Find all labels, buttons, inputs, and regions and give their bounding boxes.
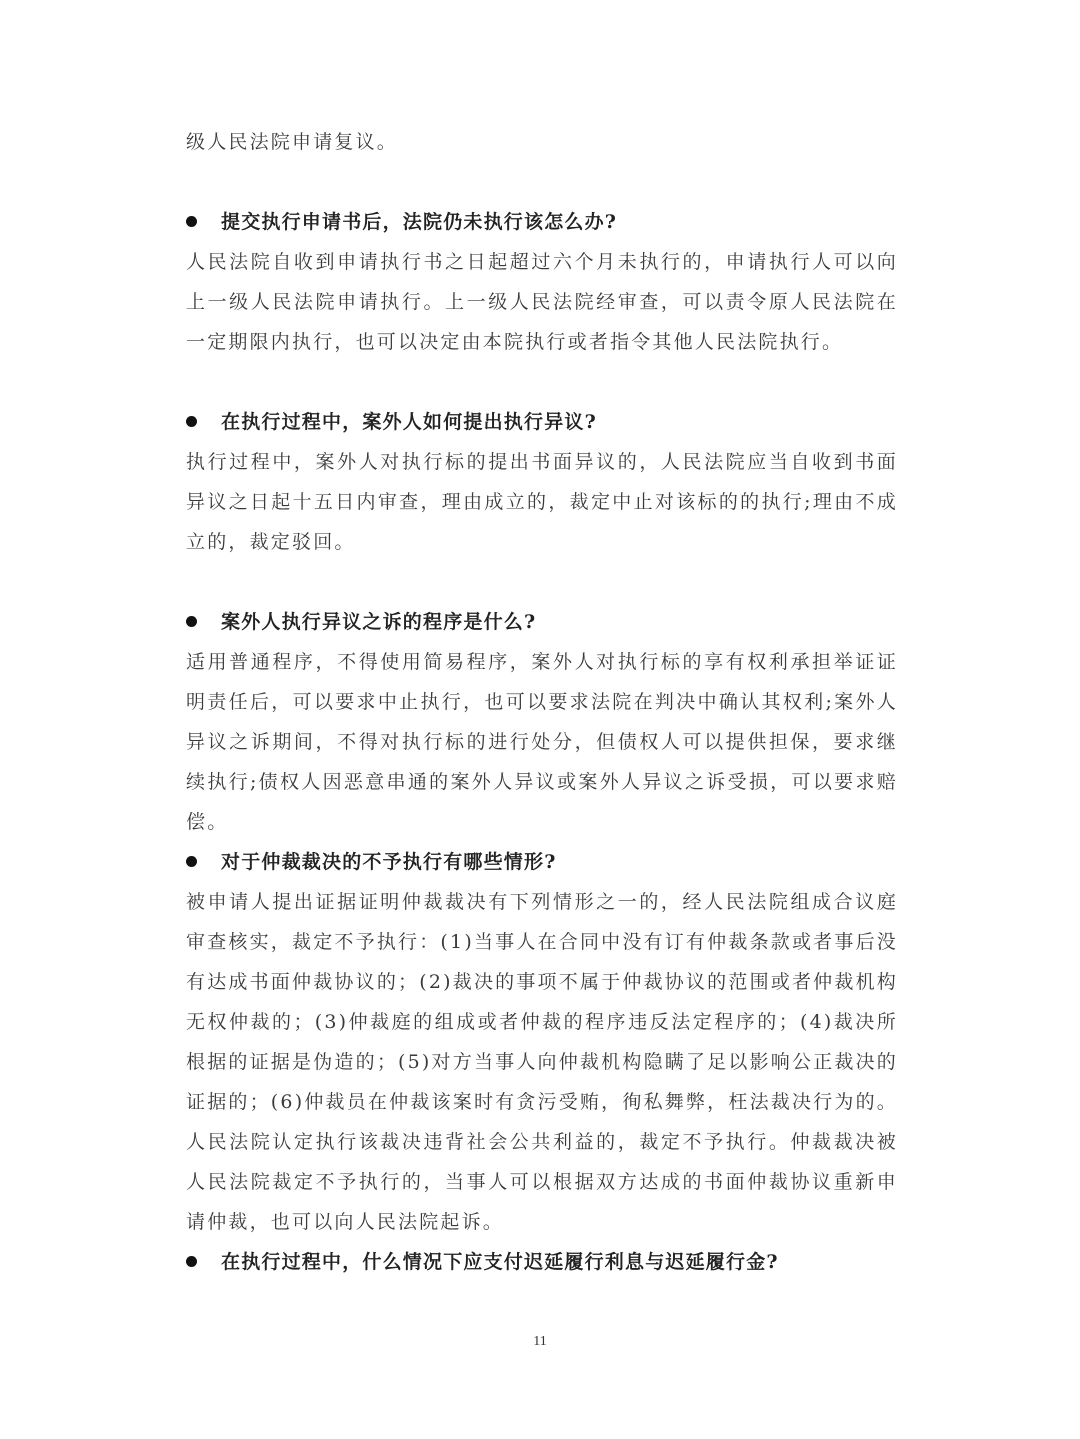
question-text: 对于仲裁裁决的不予执行有哪些情形? xyxy=(221,851,557,873)
answer-paragraph-2: 执行过程中，案外人对执行标的提出书面异议的，人民法院应当自收到书面异议之日起十五日内审查，理由成立的，裁定中止对该标的的执行;理由不成立的，裁定驳回。 xyxy=(186,451,898,553)
answer-paragraph-1: 人民法院自收到申请执行书之日起超过六个月未执行的，申请执行人可以向上一级人民法院申请执行。上一级人民法院经审查，可以责令原人民法院在一定期限内执行，也可以决定由本院执行或者指令其他人民法院执行。 xyxy=(186,251,898,353)
question-heading-2 xyxy=(186,402,898,442)
bullet-icon xyxy=(186,1256,197,1267)
question-text: 案外人执行异议之诉的程序是什么? xyxy=(221,611,537,633)
bullet-icon xyxy=(186,616,197,627)
question-heading-3 xyxy=(186,602,898,642)
answer-paragraph-3: 适用普通程序，不得使用简易程序，案外人对执行标的享有权利承担举证证明责任后，可以要求中止执行，也可以要求法院在判决中确认其权利;案外人异议之诉期间，不得对执行标的进行处分，但债权人可以提供担保，要求继续执行;债权人因恶意串通的案外人异议或案外人异议之诉受损，可以要求赔偿。 xyxy=(186,651,898,833)
question-text: 提交执行申请书后，法院仍未执行该怎么办? xyxy=(221,211,618,233)
page-number: 11 xyxy=(533,1334,547,1349)
question-text: 在执行过程中，案外人如何提出执行异议? xyxy=(221,411,597,433)
bullet-icon xyxy=(186,416,197,427)
question-heading-1 xyxy=(186,202,898,242)
continuation-paragraph: 级人民法院申请复议。 xyxy=(186,131,399,153)
question-heading-5 xyxy=(186,1242,898,1282)
answer-paragraph-4: 被申请人提出证据证明仲裁裁决有下列情形之一的，经人民法院组成合议庭审查核实，裁定不予执行：(1)当事人在合同中没有订有仲裁条款或者事后没有达成书面仲裁协议的；(2)裁决的事项不属于仲裁协议的范围或者仲裁机构无权仲裁的；(3)仲裁庭的组成或者仲裁的程序违反法定程序的；(4)裁决所根据的证据是伪造的；(5)对方当事人向仲裁机构隐瞒了足以影响公正裁决的证据的；(6)仲裁员在仲裁该案时有贪污受贿，徇私舞弊，枉法裁决行为的。人民法院认定执行该裁决违背社会公共利益的，裁定不予执行。仲裁裁决被人民法院裁定不予执行的，当事人可以根据双方达成的书面仲裁协议重新申请仲裁，也可以向人民法院起诉。 xyxy=(186,891,898,1233)
bullet-icon xyxy=(186,856,197,867)
bullet-icon xyxy=(186,216,197,227)
question-heading-4 xyxy=(186,842,898,882)
question-text: 在执行过程中，什么情况下应支付迟延履行利息与迟延履行金? xyxy=(221,1251,779,1273)
